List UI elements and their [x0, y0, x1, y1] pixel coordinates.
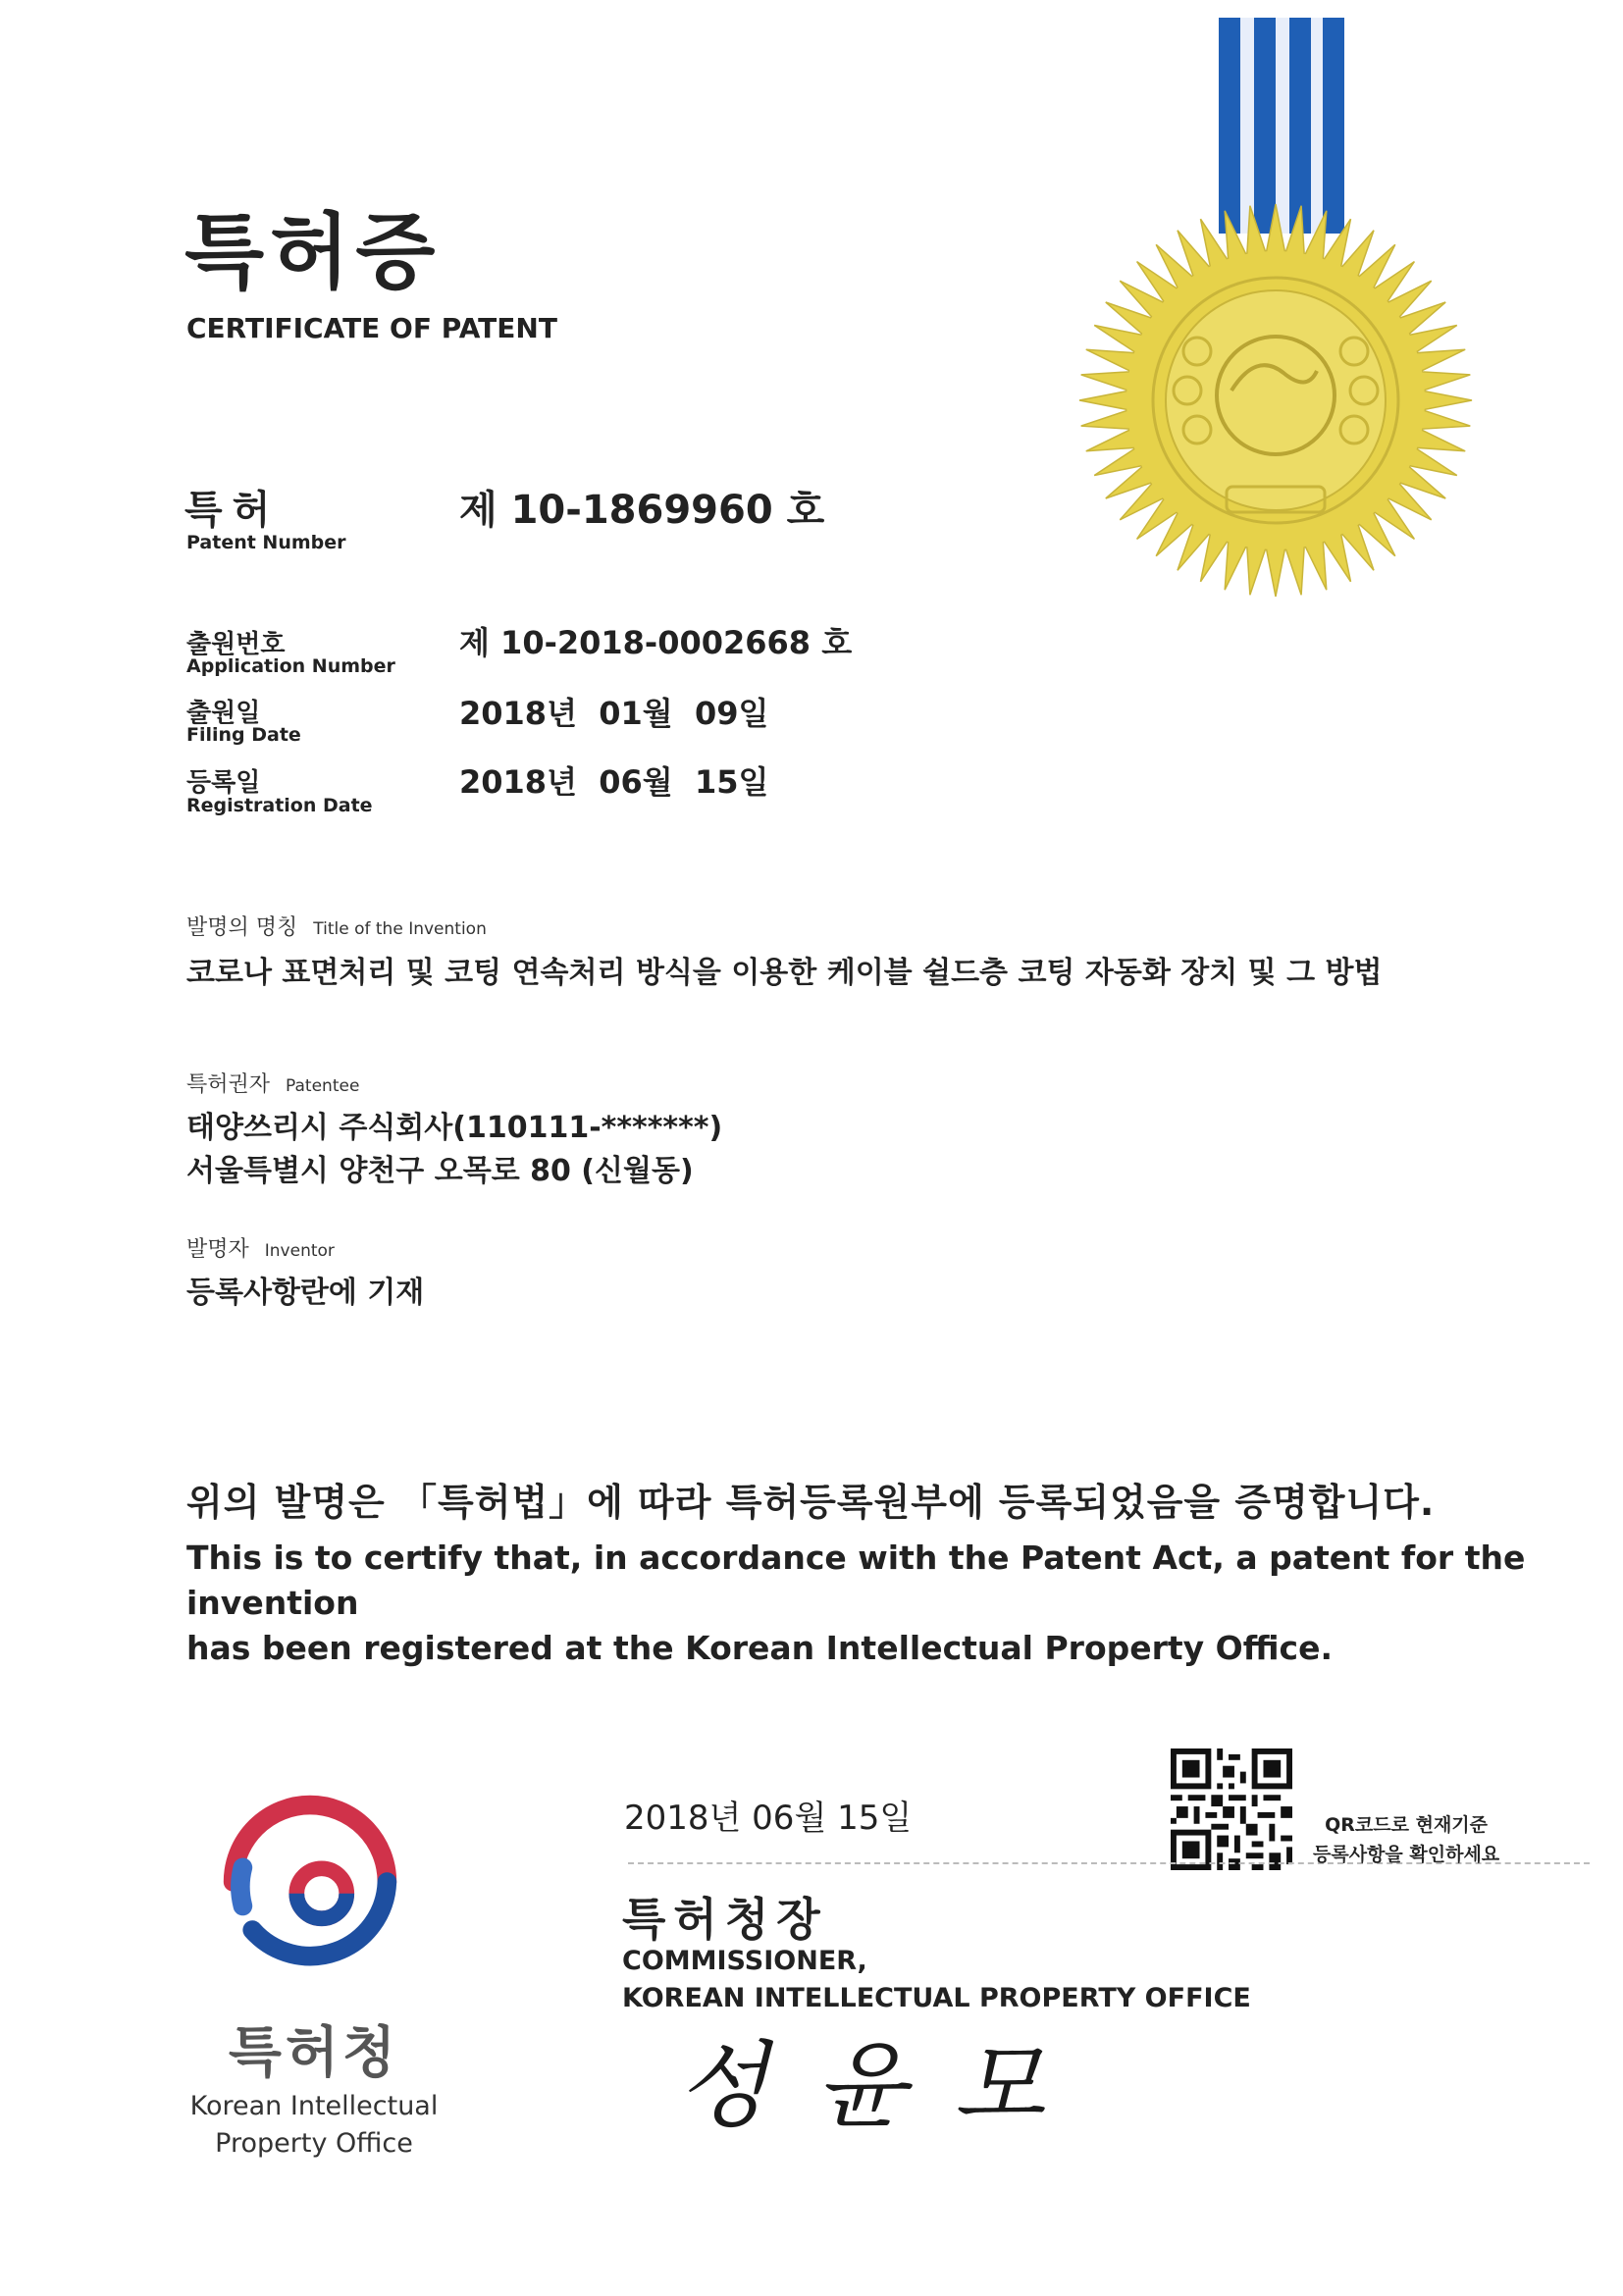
qr-note-line1: QR코드로 현재기준 — [1325, 1814, 1489, 1836]
invention-label — [186, 911, 487, 941]
registration-label: 등록일 — [186, 768, 261, 798]
issue-date: 2018년 06월 15일 — [624, 1799, 913, 1838]
kipo-name-en — [157, 2088, 471, 2163]
application-label: 출원번호 — [186, 630, 286, 659]
certification-ko: 위의 발명은 「특허법」에 따라 특허등록원부에 등록되었음을 증명합니다. — [186, 1481, 1436, 1524]
inventor-label-ko: 발명자 — [186, 1237, 249, 1262]
kipo-name-en-line2: Property Office — [215, 2128, 413, 2159]
certificate-title-en: CERTIFICATE OF PATENT — [186, 312, 557, 344]
inventor-label — [186, 1232, 335, 1263]
certification-en — [186, 1536, 1541, 1671]
certification-en-line1: This is to certify that, in accordance with the Patent Act, a patent for the invention — [186, 1539, 1526, 1622]
kipo-taegeuk-logo-icon — [214, 1786, 406, 1978]
kipo-name-ko: 특허청 — [228, 2021, 400, 2085]
qr-code-icon[interactable] — [1170, 1748, 1293, 1870]
commissioner-title-en — [622, 1943, 1251, 2017]
patentee-label — [186, 1068, 359, 1098]
registration-date: 2018년 06월 15일 — [459, 763, 769, 801]
commissioner-title-en-line2: KOREAN INTELLECTUAL PROPERTY OFFICE — [622, 1983, 1251, 2013]
commissioner-signature: 성윤모 — [677, 2031, 1092, 2141]
patent-label-en: Patent Number — [186, 532, 346, 553]
certificate-title: 특허증 — [184, 204, 442, 300]
qr-note — [1313, 1810, 1499, 1869]
registration-label-en: Registration Date — [186, 795, 373, 816]
patent-label: 특허 — [184, 488, 281, 533]
invention-label-ko: 발명의 명칭 — [186, 915, 298, 940]
qr-note-line2: 등록사항을 확인하세요 — [1313, 1844, 1500, 1865]
application-label-en: Application Number — [186, 655, 395, 677]
patentee-address: 서울특별시 양천구 오목로 80 (신월동) — [186, 1154, 694, 1188]
patentee-label-en: Patentee — [286, 1076, 360, 1096]
gold-seal-icon — [1060, 18, 1492, 606]
application-number: 제 10-2018-0002668 호 — [459, 624, 853, 661]
commissioner-title: 특허청장 — [622, 1893, 828, 1946]
invention-label-en: Title of the Invention — [313, 919, 487, 939]
filing-label-en: Filing Date — [186, 724, 301, 746]
commissioner-title-en-line1: COMMISSIONER, — [622, 1946, 867, 1976]
patent-number: 제 10-1869960 호 — [459, 488, 825, 533]
filing-date: 2018년 01월 09일 — [459, 695, 769, 732]
filing-label: 출원일 — [186, 699, 261, 728]
patentee-name: 태양쓰리시 주식회사(110111-*******) — [186, 1111, 723, 1145]
certification-en-line2: has been registered at the Korean Intellectual Property Office. — [186, 1629, 1334, 1667]
kipo-name-en-line1: Korean Intellectual — [189, 2091, 439, 2121]
invention-title: 코로나 표면처리 및 코팅 연속처리 방식을 이용한 케이블 쉴드층 코팅 자동화 장치 및 그 방법 — [186, 956, 1383, 990]
inventor-label-en: Inventor — [264, 1241, 335, 1261]
patentee-label-ko: 특허권자 — [186, 1072, 271, 1097]
inventor-value: 등록사항란에 기재 — [186, 1276, 425, 1310]
